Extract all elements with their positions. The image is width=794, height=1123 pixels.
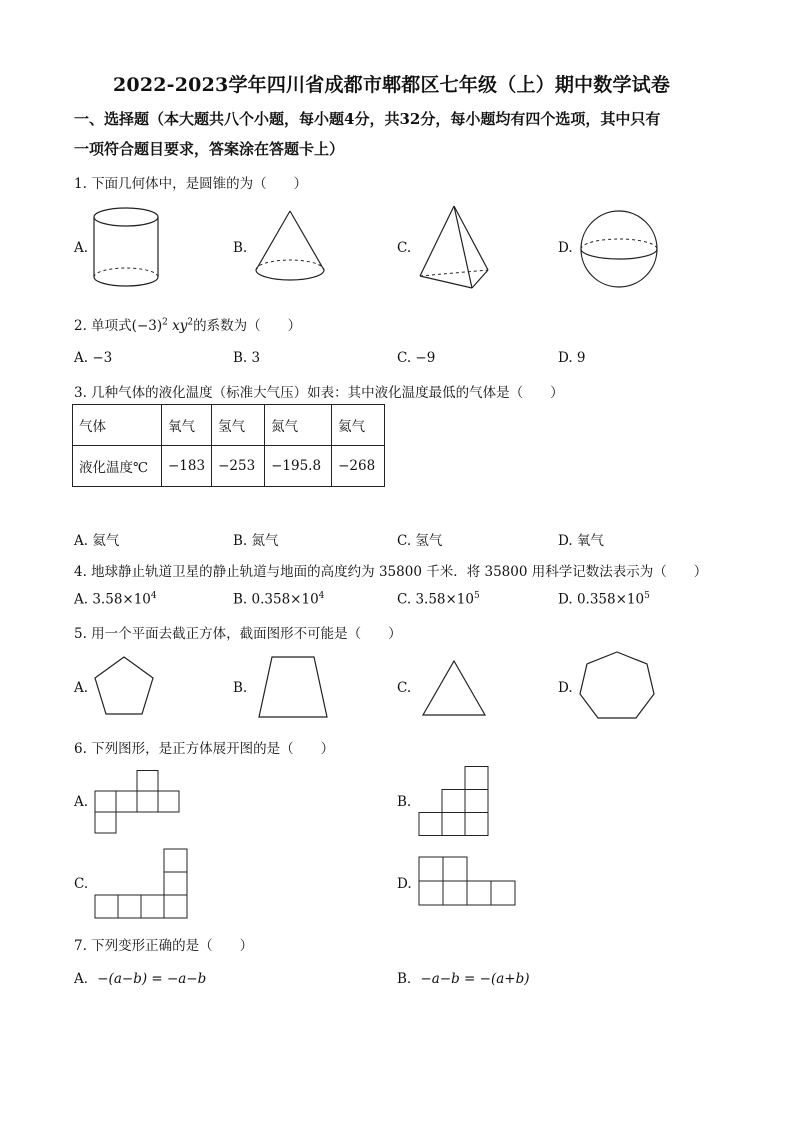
q4-a-label: A.	[74, 591, 93, 608]
pentagon-figure	[92, 654, 156, 718]
q1-option-a-label: A.	[74, 240, 89, 256]
liquefaction-table	[72, 404, 385, 487]
q2-base: (−3)	[131, 318, 163, 334]
page-title: 2022-2023学年四川省成都市郫都区七年级（上）期中数学试卷	[113, 74, 671, 96]
question-7-stem: 7. 下列变形正确的是（ ）	[74, 938, 254, 954]
table-cell: 液化温度℃	[73, 446, 162, 487]
q4-c-mantissa: 3.58×10	[415, 591, 474, 608]
q4-a-exp: 4	[150, 591, 157, 601]
heptagon-figure	[578, 650, 656, 720]
q1-option-c-label: C.	[397, 240, 412, 256]
table-cell: 气体	[73, 405, 162, 446]
trapezoid-figure	[256, 654, 330, 720]
q4-d-label: D.	[558, 591, 577, 608]
section-heading-line1: 一、选择题（本大题共八个小题，每小题4分，共32分，每小题均有四个选项，其中只有	[74, 110, 661, 128]
q3-option-d: D. 氧气	[558, 533, 604, 549]
table-cell: −195.8	[265, 446, 332, 487]
q5-option-c-label: C.	[397, 680, 412, 696]
cube-net-b	[418, 766, 492, 838]
table-cell: −183	[162, 446, 212, 487]
q3-option-a: A. 氦气	[74, 533, 120, 549]
q4-option-b	[233, 591, 324, 608]
table-row	[73, 446, 385, 487]
table-cell: 氢气	[212, 405, 265, 446]
triangle-figure	[420, 658, 488, 718]
question-6-stem: 6. 下列图形，是正方体展开图的是（ ）	[74, 741, 335, 757]
q2-prefix: 2. 单项式	[74, 318, 132, 334]
section-heading-line2: 一项符合题目要求，答案涂在答题卡上）	[74, 140, 345, 158]
q2-suffix: 的系数为（ ）	[193, 318, 302, 334]
cylinder-figure	[90, 205, 162, 291]
question-1-stem: 1. 下面几何体中，是圆锥的为（ ）	[74, 176, 308, 192]
q7-a-label: A．	[74, 971, 98, 987]
pyramid-figure	[416, 204, 492, 290]
cube-net-a	[94, 770, 190, 834]
table-cell: −253	[212, 446, 265, 487]
q4-b-exp: 4	[318, 591, 325, 601]
q4-option-d	[558, 591, 650, 608]
q1-option-b-label: B.	[233, 240, 248, 256]
cone-figure	[252, 208, 328, 284]
q6-option-c-label: C.	[74, 876, 89, 892]
q2-var-exp: 2	[187, 317, 194, 328]
question-3-stem: 3. 几种气体的液化温度（标准大气压）如表：其中液化温度最低的气体是（ ）	[74, 385, 564, 401]
q2-exp: 2	[162, 317, 168, 328]
q7-b-label: B．	[397, 971, 421, 987]
table-cell: −268	[332, 446, 385, 487]
question-2-stem	[74, 314, 301, 334]
q5-option-a-label: A.	[74, 680, 89, 696]
q4-b-label: B.	[233, 591, 252, 608]
question-5-stem: 5. 用一个平面去截正方体，截面图形不可能是（ ）	[74, 626, 402, 642]
q4-d-mantissa: 0.358×10	[576, 591, 645, 608]
q7-option-a	[74, 967, 206, 987]
q4-d-exp: 5	[644, 591, 650, 601]
q2-option-c: C. −9	[397, 350, 436, 366]
q5-option-b-label: B.	[233, 680, 248, 696]
q4-c-label: C.	[397, 591, 416, 608]
q2-option-b: B. 3	[233, 350, 261, 366]
q1-option-d-label: D.	[558, 240, 573, 256]
q6-option-a-label: A.	[74, 794, 89, 810]
q7-option-b	[397, 967, 529, 987]
q3-option-c: C. 氢气	[397, 533, 443, 549]
q4-option-c	[397, 591, 480, 608]
sphere-figure	[578, 208, 660, 290]
q7-a-expression: −(a−b) = −a−b	[97, 971, 207, 987]
q2-option-d: D. 9	[558, 350, 586, 366]
q6-option-d-label: D.	[397, 876, 412, 892]
table-cell: 氦气	[332, 405, 385, 446]
cube-net-d	[418, 856, 518, 908]
q7-b-expression: −a−b = −(a+b)	[420, 971, 530, 987]
q2-var: xy	[172, 318, 188, 334]
q4-c-exp: 5	[474, 591, 480, 601]
q4-option-a	[74, 591, 157, 608]
q3-option-b: B. 氮气	[233, 533, 279, 549]
table-cell: 氮气	[265, 405, 332, 446]
table-header-row	[73, 405, 385, 446]
cube-net-c	[94, 848, 190, 920]
q6-option-b-label: B.	[397, 794, 412, 810]
q4-b-mantissa: 0.358×10	[251, 591, 319, 608]
q2-option-a: A. −3	[74, 350, 113, 366]
q5-option-d-label: D.	[558, 680, 573, 696]
question-4-stem: 4. 地球静止轨道卫星的静止轨道与地面的高度约为 35800 千米．将 35800 用科学记数法表示为（ ）	[74, 564, 708, 580]
q4-a-mantissa: 3.58×10	[92, 591, 151, 608]
table-cell: 氧气	[162, 405, 212, 446]
